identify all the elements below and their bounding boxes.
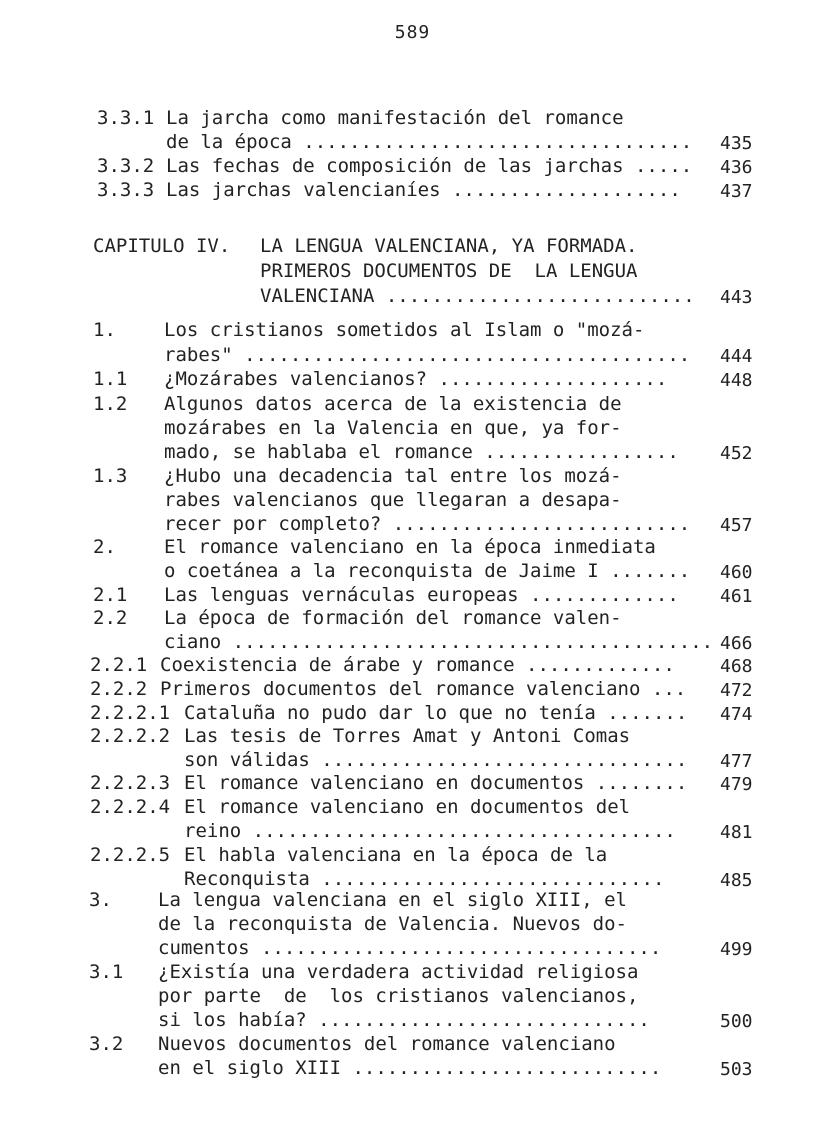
toc-entry-title: Las lenguas vernáculas europeas .............	[164, 584, 679, 606]
toc-page-number: 452	[720, 443, 753, 464]
toc-entry-title: rabes" .......................................	[164, 344, 691, 366]
toc-page-number: 460	[720, 562, 753, 583]
toc-entry-number: 2.2.2.1	[90, 702, 171, 724]
toc-page-number: 444	[720, 346, 753, 367]
toc-entry-number: 3.	[89, 889, 112, 911]
toc-entry-number: 3.1	[89, 961, 124, 983]
toc-entry-title: mozárabes en la Valencia en que, ya for-	[164, 417, 622, 439]
toc-entry-title: Primeros documentos del romance valenciano ...	[160, 678, 687, 700]
toc-entry-title: Reconquista ..............................	[184, 868, 665, 890]
toc-entry-number: 1.3	[93, 465, 128, 487]
toc-entry-title: La lengua valenciana en el siglo XIII, el	[158, 889, 627, 911]
toc-entry-title: por parte de los cristianos valencianos,	[158, 985, 639, 1007]
toc-page-number: 437	[720, 181, 753, 202]
toc-entry-number: 2.1	[93, 584, 128, 606]
toc-entry-number: 2.2.1	[90, 654, 148, 676]
toc-entry-number: 3.3.1	[97, 107, 155, 129]
chapter-label: CAPITULO IV.	[93, 235, 231, 257]
toc-entry-title: Las jarchas valencianíes ....................	[166, 179, 681, 201]
toc-page-number: 457	[720, 515, 753, 536]
toc-entry-title: ¿Hubo una decadencia tal entre los mozá-	[164, 465, 622, 487]
toc-page-number: 499	[720, 939, 753, 960]
chapter-title: VALENCIANA ...........................	[260, 285, 695, 307]
toc-page-number: 472	[720, 680, 753, 701]
toc-entry-number: 2.	[93, 536, 116, 558]
toc-entry-title: rabes valencianos que llegaran a desapa-	[164, 489, 622, 511]
toc-entry-title: La jarcha como manifestación del romance	[166, 107, 624, 129]
toc-page-number: 485	[720, 870, 753, 891]
toc-page-number: 468	[720, 656, 753, 677]
toc-page-number: 481	[720, 822, 753, 843]
toc-entry-number: 2.2	[93, 607, 128, 629]
toc-entry-title: mado, se hablaba el romance .................	[164, 441, 679, 463]
toc-entry-number: 1.2	[93, 393, 128, 415]
toc-entry-title: son válidas ................................	[184, 749, 688, 771]
toc-entry-title: El romance valenciano en documentos ........	[184, 772, 688, 794]
toc-entry-title: ¿Mozárabes valencianos? ....................	[164, 368, 668, 390]
toc-entry-title: ciano ..........................................	[164, 631, 714, 653]
toc-entry-title: Los cristianos sometidos al Islam o "mozá-	[164, 319, 645, 341]
toc-entry-title: de la época ..................................	[166, 131, 693, 153]
toc-entry-title: recer por completo? ..........................	[164, 513, 691, 535]
chapter-title: PRIMEROS DOCUMENTOS DE LA LENGUA	[260, 260, 638, 282]
toc-entry-number: 1.	[93, 319, 116, 341]
toc-entry-number: 3.3.3	[97, 179, 155, 201]
toc-entry-number: 2.2.2.4	[90, 796, 171, 818]
toc-entry-title: en el siglo XIII ...........................	[158, 1057, 662, 1079]
toc-entry-number: 2.2.2	[90, 678, 148, 700]
toc-entry-title: o coetánea a la reconquista de Jaime I .......	[164, 560, 691, 582]
toc-entry-title: Las fechas de composición de las jarchas .....	[166, 155, 693, 177]
toc-entry-title: El habla valenciana en la época de la	[184, 844, 608, 866]
toc-page-number: 448	[720, 370, 753, 391]
toc-entry-number: 3.3.2	[97, 155, 155, 177]
toc-entry-title: El romance valenciano en documentos del	[184, 796, 631, 818]
toc-entry-title: Coexistencia de árabe y romance .............	[160, 654, 675, 676]
toc-page-number: 474	[720, 704, 753, 725]
toc-page-number: 461	[720, 586, 753, 607]
toc-entry-number: 3.2	[89, 1033, 124, 1055]
toc-page-number: 479	[720, 774, 753, 795]
toc-entry-title: si los había? .............................	[158, 1009, 650, 1031]
toc-entry-title: reino .....................................	[184, 820, 676, 842]
toc-entry-title: Algunos datos acerca de la existencia de	[164, 393, 622, 415]
toc-page-number: 503	[720, 1059, 753, 1080]
toc-entry-title: cumentos ...................................	[158, 937, 662, 959]
toc-page-number: 500	[720, 1011, 753, 1032]
toc-page-number: 477	[720, 751, 753, 772]
toc-entry-number: 2.2.2.2	[90, 725, 171, 747]
chapter-title: LA LENGUA VALENCIANA, YA FORMADA.	[260, 235, 638, 257]
toc-page-number: 435	[720, 133, 753, 154]
toc-entry-title: ¿Existía una verdadera actividad religiosa	[158, 961, 639, 983]
toc-entry-title: de la reconquista de Valencia. Nuevos do-	[158, 913, 627, 935]
toc-entry-title: La época de formación del romance valen-	[164, 607, 622, 629]
page-number: 589	[394, 22, 431, 43]
toc-page-number: 466	[720, 633, 753, 654]
toc-entry-number: 2.2.2.3	[90, 772, 171, 794]
toc-entry-title: Cataluña no pudo dar lo que no tenía .......	[184, 702, 688, 724]
toc-entry-title: Nuevos documentos del romance valenciano	[158, 1033, 616, 1055]
toc-page-number: 436	[720, 157, 753, 178]
toc-entry-number: 2.2.2.5	[90, 844, 171, 866]
toc-entry-title: Las tesis de Torres Amat y Antoni Comas	[184, 725, 631, 747]
toc-entry-number: 1.1	[93, 368, 128, 390]
toc-entry-title: El romance valenciano en la época inmediata	[164, 536, 656, 558]
toc-page-number: 443	[720, 287, 753, 308]
